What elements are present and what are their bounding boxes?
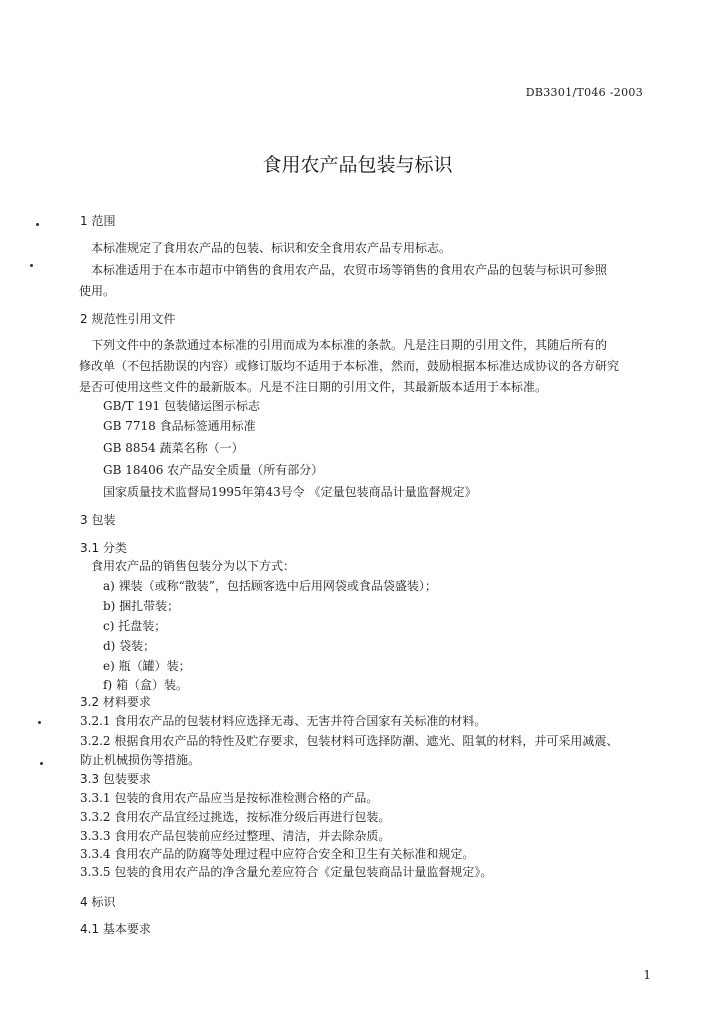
clause-line: 防止机械损伤等措施。 — [80, 753, 201, 767]
subsection-heading: 3.3 包装要求 — [80, 772, 151, 786]
scan-speck — [40, 762, 43, 765]
document-code: DB3301/T046 -2003 — [525, 86, 643, 99]
paragraph-line: 本标准适用于在本市超市中销售的食用农产品，农贸市场等销售的食用农产品的包装与标识可参照 — [91, 263, 608, 277]
subsection-heading: 4.1 基本要求 — [80, 922, 151, 936]
list-item: e) 瓶（罐）装； — [103, 659, 191, 673]
paragraph-line: 本标准规定了食用农产品的包装、标识和安全食用农产品专用标志。 — [91, 241, 452, 255]
list-item: d) 袋装； — [103, 639, 156, 653]
section-heading-references: 2 规范性引用文件 — [80, 312, 176, 326]
clause-line: 3.2.2 根据食用农产品的特性及贮存要求，包装材料可选择防潮、遮光、阻氧的材料，并可采用减震、 — [80, 734, 619, 748]
page-number: 1 — [643, 968, 651, 982]
clause-line: 3.3.2 食用农产品宜经过挑选，按标准分级后再进行包装。 — [80, 810, 391, 824]
scan-speck — [38, 721, 41, 724]
subsection-heading: 3.1 分类 — [80, 541, 127, 555]
clause-line: 3.3.4 食用农产品的防腐等处理过程中应符合安全和卫生有关标准和规定。 — [80, 847, 475, 861]
paragraph-line: 使用。 — [79, 284, 116, 298]
section-heading-scope: 1 范围 — [80, 214, 116, 228]
paragraph-line: 是否可使用这些文件的最新版本。凡是不注日期的引用文件，其最新版本适用于本标准。 — [79, 380, 548, 394]
clause-line: 3.3.3 食用农产品包装前应经过整理、清洁，并去除杂质。 — [80, 829, 391, 843]
section-heading-packaging: 3 包装 — [80, 513, 116, 527]
reference-item: GB 8854 蔬菜名称（一） — [103, 441, 244, 455]
list-item: c) 托盘装； — [103, 619, 167, 633]
scan-speck — [36, 223, 39, 226]
paragraph-line: 修改单（不包括勘误的内容）或修订版均不适用于本标准，然而，鼓励根据本标准达成协议的各方研究 — [79, 359, 620, 373]
scan-speck — [30, 264, 33, 267]
list-item: a) 裸装（或称“散装”，包括顾客选中后用网袋或食品袋盛装）； — [103, 579, 437, 593]
subsection-heading: 3.2 材料要求 — [80, 695, 151, 709]
reference-item: GB 18406 农产品安全质量（所有部分） — [103, 463, 324, 477]
paragraph-line: 食用农产品的销售包装分为以下方式： — [91, 559, 296, 573]
reference-item: 国家质量技术监督局1995年第43号令 《定量包装商品计量监督规定》 — [103, 485, 477, 499]
clause-line: 3.3.1 包装的食用农产品应当是按标准检测合格的产品。 — [80, 791, 379, 805]
reference-item: GB 7718 食品标签通用标准 — [103, 419, 256, 433]
list-item: f) 箱（盒）装。 — [103, 678, 188, 692]
clause-line: 3.2.1 食用农产品的包装材料应选择无毒、无害并符合国家有关标准的材料。 — [80, 714, 487, 728]
paragraph-line: 下列文件中的条款通过本标准的引用而成为本标准的条款。凡是注日期的引用文件，其随后所有的 — [91, 338, 608, 352]
section-heading-labeling: 4 标识 — [80, 895, 116, 909]
list-item: b) 捆扎带装； — [103, 599, 180, 613]
reference-item: GB/T 191 包装储运图示标志 — [103, 399, 260, 413]
document-title: 食用农产品包装与标识 — [262, 154, 453, 176]
clause-line: 3.3.5 包装的食用农产品的净含量允差应符合《定量包装商品计量监督规定》。 — [80, 865, 493, 879]
